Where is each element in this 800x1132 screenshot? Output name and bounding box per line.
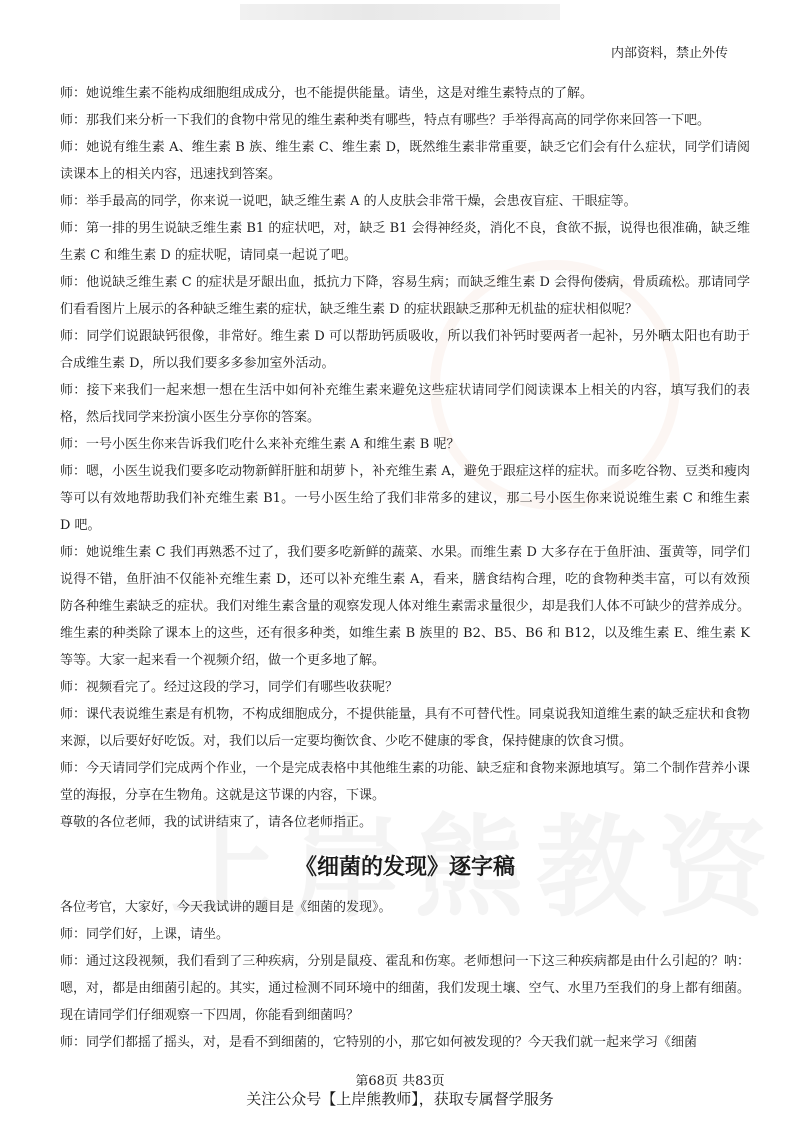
paragraph: 师：同学们都摇了摇头，对，是看不到细菌的，它特别的小，那它如何被发现的？今天我们就一起来学习《细菌 (60, 1035, 698, 1050)
header-note: 内部资料，禁止外传 (610, 46, 728, 61)
paragraph: 师：举手最高的同学，你来说一说吧，缺乏维生素 A 的人皮肤会非常干燥，会患夜盲症、干眼症等。 (60, 194, 637, 209)
paragraph: 师：那我们来分析一下我们的食物中常见的维生素种类有哪些，特点有哪些？手举得高高的同学你来回答一下吧。 (60, 113, 711, 128)
page-number: 第68页 共83页 (355, 1074, 445, 1089)
section-title: 《细菌的发现》逐字稿 (294, 854, 515, 880)
paragraph: 师：同学们好，上课，请坐。 (60, 927, 230, 942)
paragraph: 师：她说维生素不能构成细胞组成成分，也不能提供能量。请坐，这是对维生素特点的了解。 (60, 86, 594, 101)
paragraph: 师：同学们说跟缺钙很像，非常好。维生素 D 可以帮助钙质吸收，所以我们补钙时要两者一起补，另外晒太阳也有助于合成维生素 D，所以我们要多多参加室外活动。 (60, 329, 750, 371)
paragraph: 师：课代表说维生素是有机物，不构成细胞成分，不提供能量，具有不可替代性。同桌说我知道维生素的缺乏症状和食物来源，以后要好好吃饭。对，我们以后一定要均衡饮食、少吃不健康的零食，保持健康的饮食习惯。 (60, 707, 750, 749)
paragraph: 师：一号小医生你来告诉我们吃什么来补充维生素 A 和维生素 B 呢？ (60, 437, 460, 452)
paragraph: 师：她说有维生素 A、维生素 B 族、维生素 C、维生素 D，既然维生素非常重要，缺乏它们会有什么症状，同学们请阅读课本上的相关内容，迅速找到答案。 (60, 140, 750, 182)
paragraph: 师：她说维生素 C 我们再熟悉不过了，我们要多吃新鲜的蔬菜、水果。而维生素 D 大多存在于鱼肝油、蛋黄等，同学们说得不错，鱼肝油不仅能补充维生素 D，还可以补充维生素 A，看来，膳食结构合理，吃的食物种类丰富，可以有效预防各种维生素缺乏的症状。我们对维生素含量的观察发现人体对维生素需求量很少，却是我们人体不可缺少的营养成分。维生素的种类除了课本上的这些，还有很多种类，如维生素 B 族里的 B2、B5、B6 和 B12，以及维生素 E、维生素 K 等等。大家一起来看一个视频介绍，做一个更多地了解。 (60, 545, 750, 668)
footer-note: 关注公众号【上岸熊教师】，获取专属督学服务 (246, 1090, 554, 1108)
paragraph: 师：视频看完了。经过这段的学习，同学们有哪些收获呢？ (60, 680, 399, 695)
paragraph: 师：他说缺乏维生素 C 的症状是牙龈出血，抵抗力下降，容易生病；而缺乏维生素 D 会得佝偻病，骨质疏松。那请同学们看看图片上展示的各种缺乏维生素的症状，缺乏维生素 D 的症状跟缺乏那种无机盐的症状相似呢？ (60, 275, 750, 317)
paragraph: 各位考官，大家好，今天我试讲的题目是《细菌的发现》。 (60, 900, 392, 915)
document-body (60, 80, 750, 1056)
paragraph: 师：第一排的男生说缺乏维生素 B1 的症状吧，对，缺乏 B1 会得神经炎，消化不良，食欲不振，说得也很准确，缺乏维生素 C 和维生素 D 的症状呢，请同桌一起说了吧。 (60, 221, 750, 263)
paragraph: 师：接下来我们一起来想一想在生活中如何补充维生素来避免这些症状请同学们阅读课本上相关的内容，填写我们的表格，然后找同学来扮演小医生分享你的答案。 (60, 383, 750, 425)
paragraph: 师：嗯，小医生说我们要多吃动物新鲜肝脏和胡萝卜，补充维生素 A，避免于跟症这样的症状。而多吃谷物、豆类和瘦肉等可以有效地帮助我们补充维生素 B1。一号小医生给了我们非常多的建议，那二号小医生你来说说维生素 C 和维生素 D 吧。 (60, 464, 750, 533)
faded-top-banner (240, 4, 560, 20)
paragraph: 师：通过这段视频，我们看到了三种疾病，分别是鼠疫、霍乱和伤寒。老师想问一下这三种疾病都是由什么引起的？呐：嗯，对，都是由细菌引起的。其实，通过检测不同环境中的细菌，我们发现土壤、空气、水里乃至我们的身上都有细菌。现在请同学们仔细观察一下四周，你能看到细菌吗？ (60, 954, 750, 1023)
paragraph: 师：今天请同学们完成两个作业，一个是完成表格中其他维生素的功能、缺乏症和食物来源地填写。第二个制作营养小课堂的海报，分享在生物角。这就是这节课的内容，下课。 (60, 761, 750, 803)
paragraph: 尊敬的各位老师，我的试讲结束了，请各位老师指正。 (60, 815, 373, 830)
